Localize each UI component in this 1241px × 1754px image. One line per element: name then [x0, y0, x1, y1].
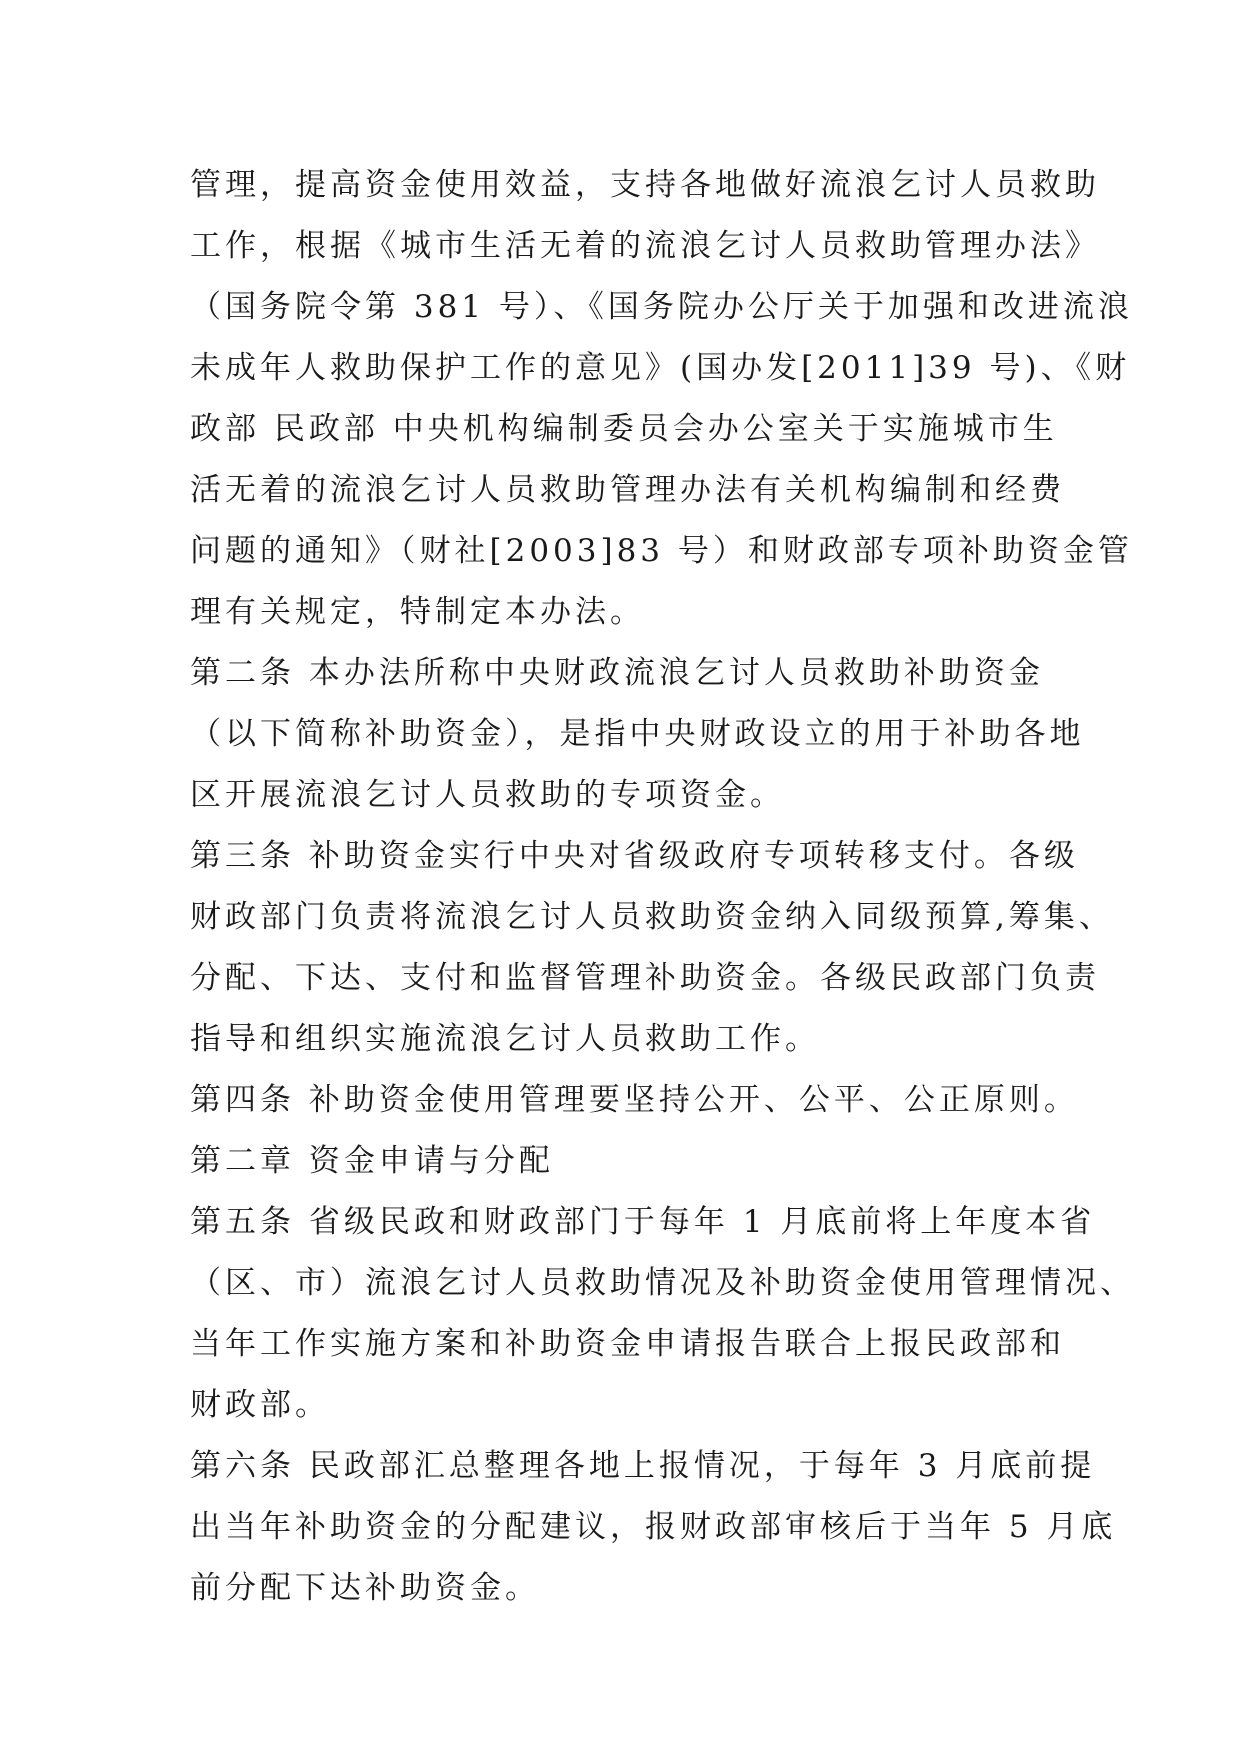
document-body [190, 155, 1135, 1619]
text-line: （国务院令第 381 号）、《国务院办公厅关于加强和改进流浪 [190, 289, 1133, 325]
text-line: 问题的通知》（财社[2003]83 号）和财政部专项补助资金管 [190, 533, 1133, 569]
text-line: 前分配下达补助资金。 [190, 1570, 540, 1606]
text-line: 政部 民政部 中央机构编制委员会办公室关于实施城市生 [190, 411, 1058, 447]
article-4-line: 第四条 补助资金使用管理要坚持公开、公平、公正原则。 [190, 1082, 1079, 1118]
text-line: 财政部。 [190, 1387, 330, 1423]
text-line: 当年工作实施方案和补助资金申请报告联合上报民政部和 [190, 1326, 1065, 1362]
article-5-line: 第五条 省级民政和财政部门于每年 1 月底前将上年度本省 [190, 1204, 1096, 1240]
text-line: 财政部门负责将流浪乞讨人员救助资金纳入同级预算,筹集、 [190, 899, 1114, 935]
text-line: 分配、下达、支付和监督管理补助资金。各级民政部门负责 [190, 960, 1100, 996]
text-line: 理有关规定，特制定本办法。 [190, 594, 645, 630]
text-line: 管理，提高资金使用效益，支持各地做好流浪乞讨人员救助 [190, 167, 1100, 203]
chapter-heading: 第二章 资金申请与分配 [190, 1143, 554, 1179]
article-2-line: 第二条 本办法所称中央财政流浪乞讨人员救助补助资金 [190, 655, 1044, 691]
text-line: 工作，根据《城市生活无着的流浪乞讨人员救助管理办法》 [190, 228, 1100, 264]
text-line: 区开展流浪乞讨人员救助的专项资金。 [190, 777, 785, 813]
article-3-line: 第三条 补助资金实行中央对省级政府专项转移支付。各级 [190, 838, 1079, 874]
text-line: 出当年补助资金的分配建议，报财政部审核后于当年 5 月底 [190, 1509, 1117, 1545]
article-6-line: 第六条 民政部汇总整理各地上报情况，于每年 3 月底前提 [190, 1448, 1096, 1484]
text-line: （区、市）流浪乞讨人员救助情况及补助资金使用管理情况、 [190, 1265, 1135, 1301]
text-line: 未成年人救助保护工作的意见》(国办发[2011]39 号)、《财 [190, 350, 1131, 386]
text-line: 活无着的流浪乞讨人员救助管理办法有关机构编制和经费 [190, 472, 1065, 508]
text-line: 指导和组织实施流浪乞讨人员救助工作。 [190, 1021, 820, 1057]
text-line: （以下简称补助资金），是指中央财政设立的用于补助各地 [190, 716, 1085, 752]
